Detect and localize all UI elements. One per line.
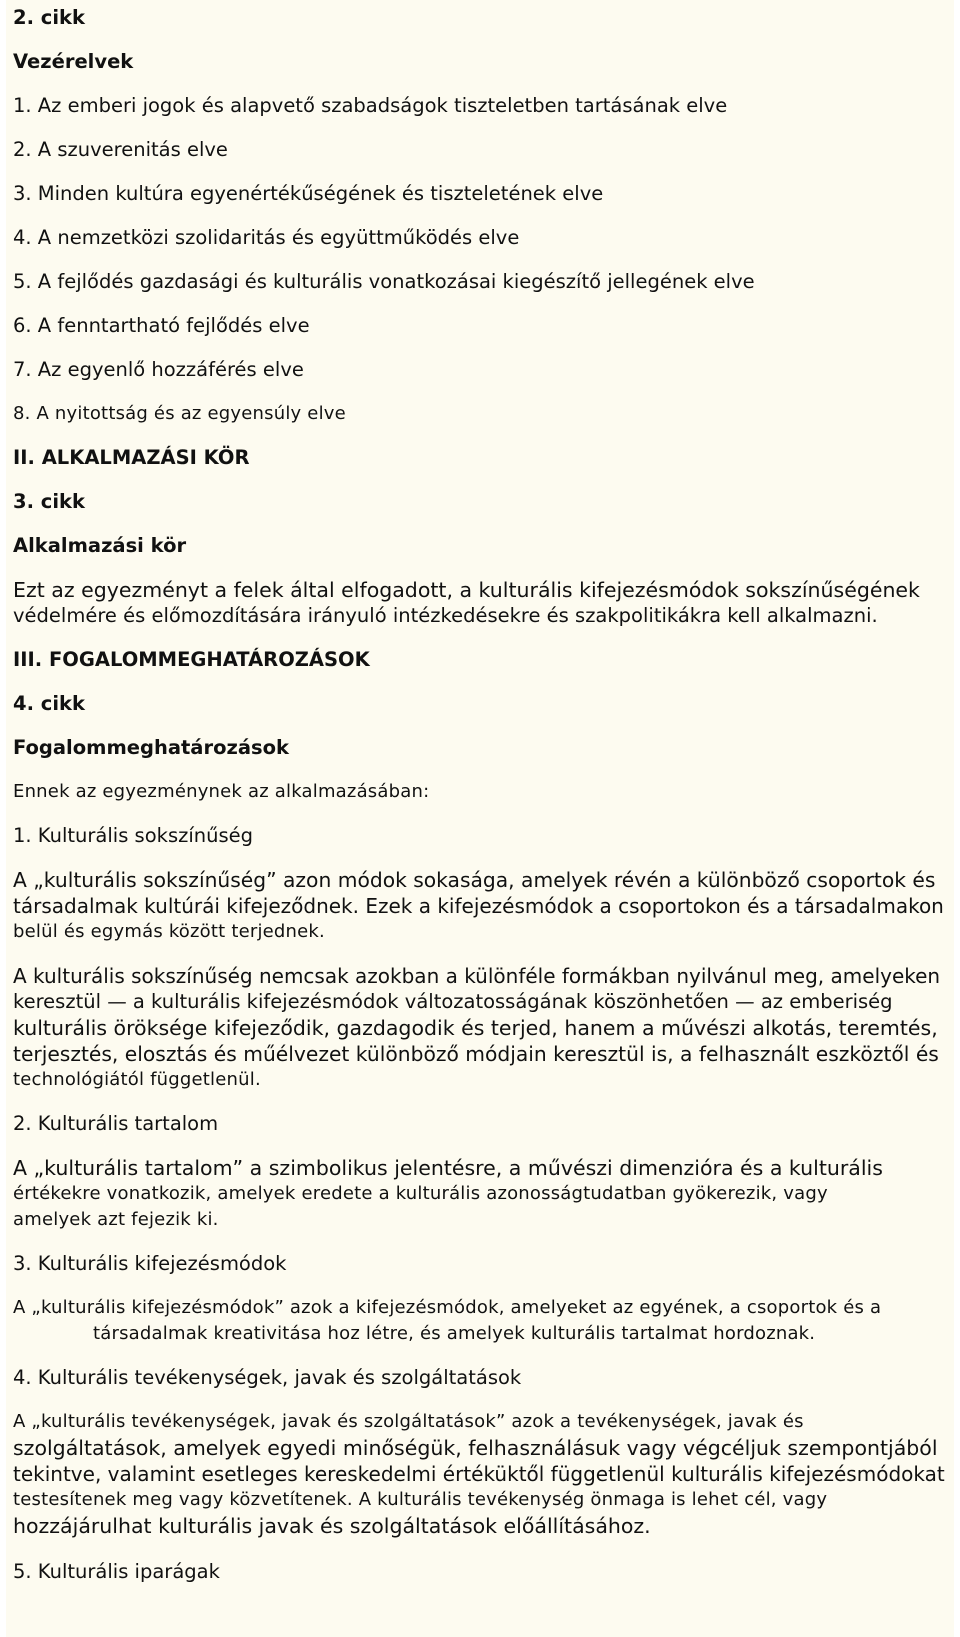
chapter-2-heading: II. ALKALMAZÁSI KÖR bbox=[13, 446, 250, 469]
definition-1-para-2-line-1: A kulturális sokszínűség nemcsak azokban a különféle formákban nyilvánul meg, amelyeken bbox=[13, 964, 941, 988]
definition-4-heading: 4. Kulturális tevékenységek, javak és szolgáltatások bbox=[13, 1366, 522, 1389]
definition-3-para-line-1: A „kulturális kifejezésmódok” azok a kifejezésmódok, amelyeket az egyének, a csoportok és a bbox=[13, 1297, 882, 1318]
scope-paragraph-line-1: Ezt az egyezményt a felek által elfogadott, a kulturális kifejezésmódok sokszínűségének bbox=[13, 578, 920, 602]
definition-4-para-line-3: tekintve, valamint esetleges kereskedelmi értéküktől függetlenül kulturális kifejezésmódokat bbox=[13, 1462, 945, 1486]
scope-paragraph-line-2: védelmére és előmozdítására irányuló intézkedésekre és szakpolitikákra kell alkalmazni. bbox=[13, 604, 878, 627]
definition-1-heading: 1. Kulturális sokszínűség bbox=[13, 824, 254, 847]
definition-3-para-line-2: társadalmak kreativitása hoz létre, és amelyek kulturális tartalmat hordoznak. bbox=[93, 1323, 816, 1344]
principle-4: 4. A nemzetközi szolidaritás és együttműködés elve bbox=[13, 226, 520, 249]
article-4-number: 4. cikk bbox=[13, 692, 85, 715]
definition-1-para-2-line-5: technológiától függetlenül. bbox=[13, 1069, 261, 1090]
principle-7: 7. Az egyenlő hozzáférés elve bbox=[13, 358, 304, 381]
article-2-number: 2. cikk bbox=[13, 6, 85, 29]
article-4-title: Fogalommeghatározások bbox=[13, 736, 289, 759]
definitions-intro: Ennek az egyezménynek az alkalmazásában: bbox=[13, 781, 430, 802]
principle-1: 1. Az emberi jogok és alapvető szabadságok tiszteletben tartásának elve bbox=[13, 94, 728, 117]
article-3-title: Alkalmazási kör bbox=[13, 534, 187, 557]
definition-2-para-line-3: amelyek azt fejezik ki. bbox=[13, 1209, 219, 1230]
definition-5-heading: 5. Kulturális iparágak bbox=[13, 1560, 220, 1583]
definition-4-para-line-2: szolgáltatások, amelyek egyedi minőségük, felhasználásuk vagy végcéljuk szempontjából bbox=[13, 1436, 938, 1460]
principle-5: 5. A fejlődés gazdasági és kulturális vonatkozásai kiegészítő jellegének elve bbox=[13, 270, 755, 293]
article-2-title: Vezérelvek bbox=[13, 50, 134, 73]
definition-2-para-line-2: értékekre vonatkozik, amelyek eredete a kulturális azonosságtudatban gyökerezik, vagy bbox=[13, 1183, 828, 1204]
article-3-number: 3. cikk bbox=[13, 490, 85, 513]
definition-3-heading: 3. Kulturális kifejezésmódok bbox=[13, 1252, 287, 1275]
definition-1-para-2-line-4: terjesztés, elosztás és műélvezet különböző módjain keresztül is, a felhasznált eszköztől és bbox=[13, 1042, 939, 1066]
definition-1-para-1-line-3: belül és egymás között terjednek. bbox=[13, 921, 325, 942]
definition-4-para-line-5: hozzájárulhat kulturális javak és szolgáltatások előállításához. bbox=[13, 1514, 651, 1538]
principle-8: 8. A nyitottság és az egyensúly elve bbox=[13, 403, 346, 424]
definition-2-heading: 2. Kulturális tartalom bbox=[13, 1112, 219, 1135]
principle-3: 3. Minden kultúra egyenértékűségének és tiszteletének elve bbox=[13, 182, 604, 205]
definition-4-para-line-4: testesítenek meg vagy közvetítenek. A kulturális tevékenység önmaga is lehet cél, vagy bbox=[13, 1489, 828, 1510]
definition-1-para-1-line-2: társadalmak kultúrái kifejeződnek. Ezek a kifejezésmódok a csoportokon és a társadalmakon bbox=[13, 894, 944, 918]
definition-1-para-1-line-1: A „kulturális sokszínűség” azon módok sokasága, amelyek révén a különböző csoportok és bbox=[13, 868, 936, 892]
definition-1-para-2-line-2: keresztül — a kulturális kifejezésmódok változatosságának köszönhetően — az emberiség bbox=[13, 990, 893, 1013]
document-page bbox=[6, 0, 954, 1637]
principle-2: 2. A szuverenitás elve bbox=[13, 138, 228, 161]
principle-6: 6. A fenntartható fejlődés elve bbox=[13, 314, 310, 337]
definition-1-para-2-line-3: kulturális öröksége kifejeződik, gazdagodik és terjed, hanem a művészi alkotás, teremtés, bbox=[13, 1016, 938, 1040]
definition-2-para-line-1: A „kulturális tartalom” a szimbolikus jelentésre, a művészi dimenzióra és a kulturális bbox=[13, 1156, 883, 1180]
chapter-3-heading: III. FOGALOMMEGHATÁROZÁSOK bbox=[13, 648, 370, 671]
definition-4-para-line-1: A „kulturális tevékenységek, javak és szolgáltatások” azok a tevékenységek, javak és bbox=[13, 1411, 804, 1432]
